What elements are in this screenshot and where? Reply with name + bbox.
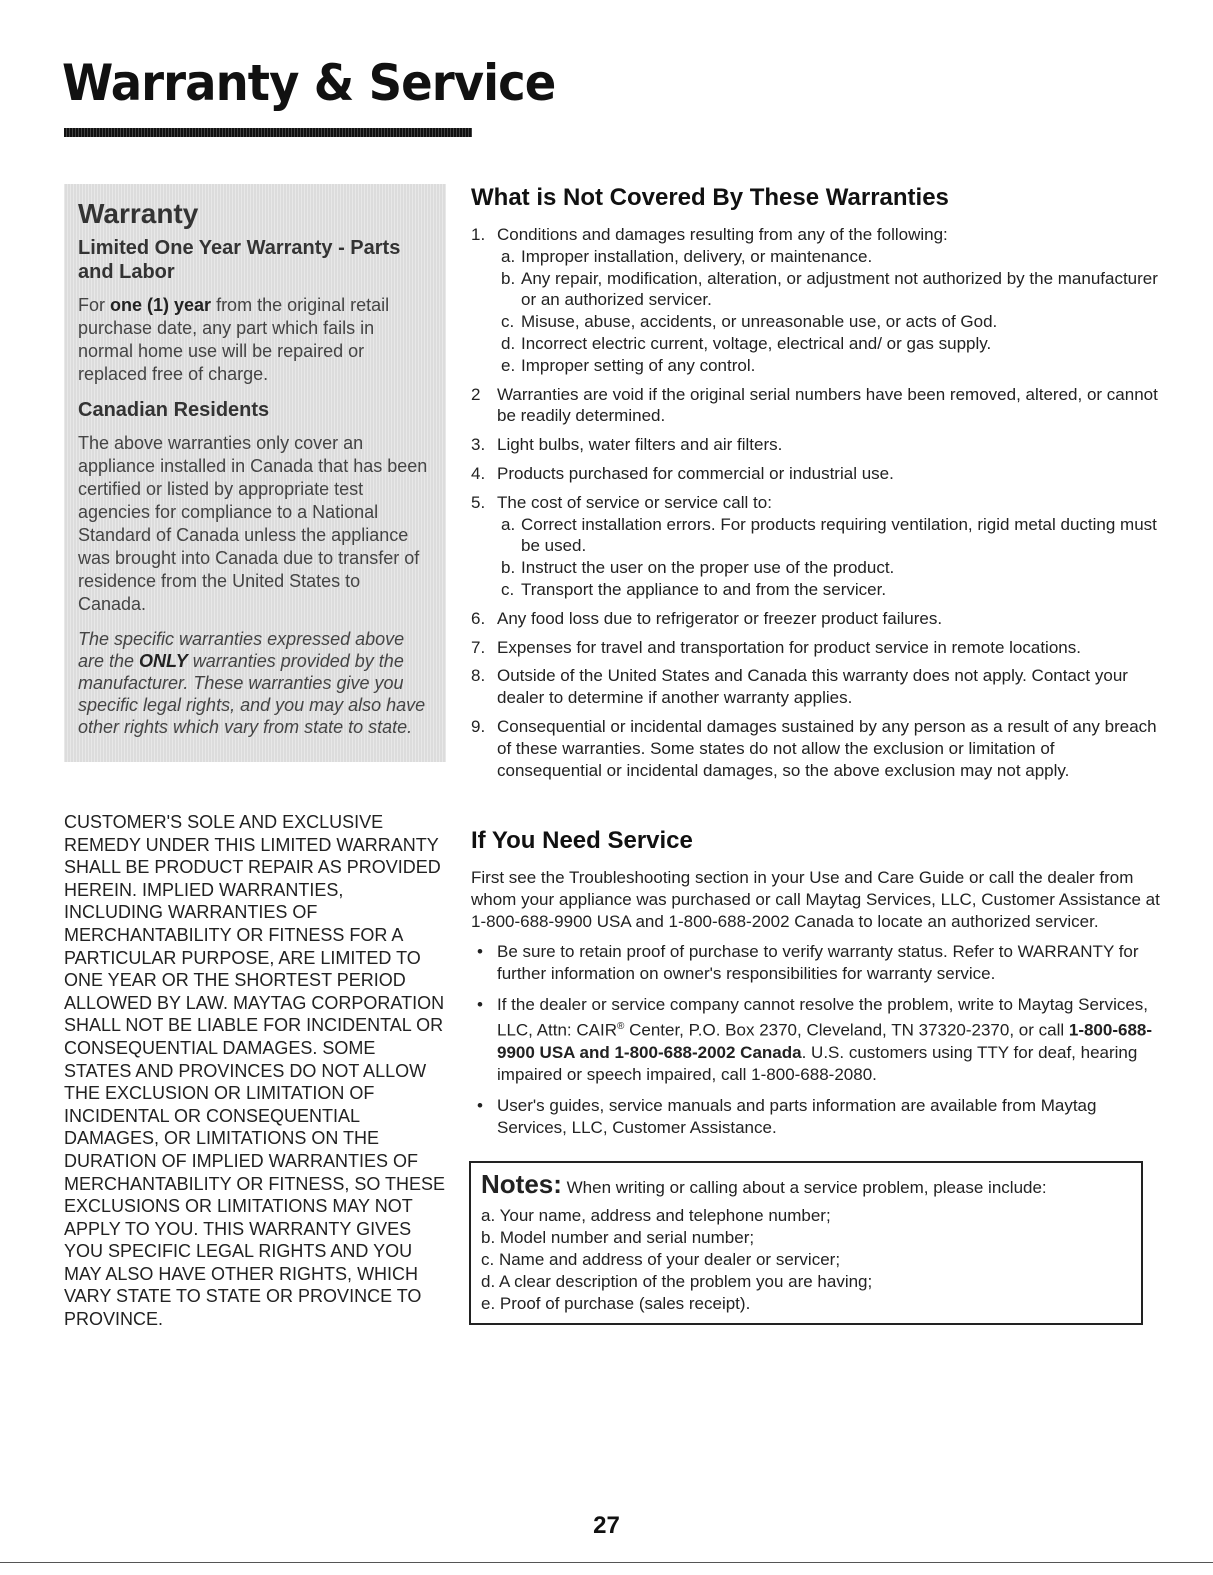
list-item: d. A clear description of the problem you are having; <box>481 1271 873 1291</box>
item-number: 4. <box>471 463 486 483</box>
page-number: 27 <box>593 1512 620 1539</box>
list-item <box>471 224 1161 377</box>
item-text: Consequential or incidental damages sustained by any person as a result of any breach of these warranties. Some states do not allow the exclusion or limitation of consequential or incidental damages, so the above exclusion may not apply. <box>497 716 1157 780</box>
sub-list <box>497 514 1161 601</box>
list-item <box>471 941 1161 985</box>
list-item: e. Proof of purchase (sales receipt). <box>481 1293 751 1313</box>
need-service-heading: If You Need Service <box>471 827 693 855</box>
page-title: Warranty & Service <box>62 54 556 112</box>
sub-list-item <box>497 557 1161 579</box>
service-list <box>471 941 1161 1139</box>
service-intro: First see the Troubleshooting section in your Use and Care Guide or call the dealer from whom your appliance was purchased or call Maytag Services, LLC, Customer Assistance at 1-800-688-9900 USA and 1-800-688-2002 Canada to locate an authorized servicer. <box>471 868 1160 932</box>
sub-list-item <box>497 246 1161 268</box>
sub-list-item <box>497 311 1161 333</box>
bottom-rule <box>0 1562 1213 1563</box>
item-number: 1. <box>471 225 486 244</box>
not-covered-heading: What is Not Covered By These Warranties <box>471 184 949 211</box>
sub-item-letter: a. <box>501 514 516 534</box>
sub-item-text: Improper installation, delivery, or maintenance. <box>521 246 873 266</box>
list-item: b. Model number and serial number; <box>481 1227 755 1247</box>
service-bullet-2-prefix: If the dealer or service company cannot resolve the problem, write to Maytag Services, LLC, Attn: CAIR <box>497 995 1149 1040</box>
list-item <box>471 637 1161 659</box>
list-item: a. Your name, address and telephone number; <box>481 1205 831 1225</box>
limited-text-prefix: For <box>78 295 111 315</box>
sub-item-letter: e. <box>501 355 516 375</box>
specific-prefix: The specific warranties expressed above are the <box>78 629 405 671</box>
item-text: Light bulbs, water filters and air filters. <box>497 435 783 455</box>
title-underline <box>64 128 472 137</box>
service-bullet-1: Be sure to retain proof of purchase to verify warranty status. Refer to WARRANTY for further information on owner's responsibilities for warranty service. <box>497 942 1139 984</box>
service-bullet-2-mid: Center, P.O. Box 2370, Cleveland, TN 37320-2370, or call <box>624 1020 1069 1040</box>
notes-label: Notes: <box>481 1168 562 1199</box>
item-text: Warranties are void if the original serial numbers have been removed, altered, or cannot be readily determined. <box>497 384 1158 426</box>
item-text: Conditions and damages resulting from any of the following: <box>497 225 948 244</box>
warranty-heading: Warranty <box>78 198 199 229</box>
item-text: Outside of the United States and Canada this warranty does not apply. Contact your dealer to determine if another warranty applies. <box>497 666 1128 708</box>
list-item <box>471 716 1161 781</box>
list-item <box>471 1095 1161 1139</box>
canadian-residents-text: The above warranties only cover an appliance installed in Canada that has been certified or listed by appropriate test agencies for compliance to a National Standard of Canada unless the appliance was brought into Canada due to transfer of residence from the United States to Canada. <box>78 433 428 614</box>
limited-warranty-text <box>78 294 432 386</box>
sub-item-letter: a. <box>501 246 516 266</box>
sub-list-item <box>497 268 1161 312</box>
sub-item-letter: c. <box>501 579 515 599</box>
sub-item-text: Improper setting of any control. <box>521 355 756 375</box>
right-column <box>471 184 1161 1325</box>
sub-item-text: Incorrect electric current, voltage, electrical and/ or gas supply. <box>521 333 992 353</box>
list-item <box>471 492 1161 601</box>
list-item <box>471 994 1161 1086</box>
service-phone-numbers: 1-800-688-9900 USA and 1-800-688-2002 Canada <box>497 1020 1153 1062</box>
sub-list-item <box>497 333 1161 355</box>
warranty-box <box>64 184 446 762</box>
sub-list <box>497 246 1161 377</box>
sub-item-text: Transport the appliance to and from the servicer. <box>521 579 887 599</box>
list-item <box>471 608 1161 630</box>
notes-box <box>469 1161 1143 1325</box>
bullet: • <box>477 1095 483 1115</box>
sub-item-text: Instruct the user on the proper use of the product. <box>521 558 895 578</box>
bullet: • <box>477 995 483 1015</box>
customer-remedy-text: CUSTOMER'S SOLE AND EXCLUSIVE REMEDY UNDER THIS LIMITED WARRANTY SHALL BE PRODUCT REPAIR AS PROVIDED HEREIN. IMPLIED WARRANTIES, INCLUDING WARRANTIES OF MERCHANTABILITY OR FITNESS FOR A PARTICULAR PURPOSE, ARE LIMITED TO ONE YEAR OR THE SHORTEST PERIOD ALLOWED BY LAW. MAYTAG CORPORATION SHALL NOT BE LIABLE FOR INCIDENTAL OR CONSEQUENTIAL DAMAGES. SOME STATES AND PROVINCES DO NOT ALLOW THE EXCLUSION OR LIMITATION OF INCIDENTAL OR CONSEQUENTIAL DAMAGES, OR LIMITATIONS ON THE DURATION OF IMPLIED WARRANTIES OF MERCHANTABILITY OR FITNESS, SO THESE EXCLUSIONS OR LIMITATIONS MAY NOT APPLY TO YOU. THIS WARRANTY GIVES YOU SPECIFIC LEGAL RIGHTS AND YOU MAY ALSO HAVE OTHER RIGHTS, WHICH VARY STATE TO STATE OR PROVINCE TO PROVINCE. <box>64 812 446 1330</box>
list-item: c. Name and address of your dealer or servicer; <box>481 1249 841 1269</box>
item-number: 7. <box>471 637 486 657</box>
bullet: • <box>477 942 483 962</box>
item-number: 2 <box>471 384 481 404</box>
list-item <box>471 434 1161 456</box>
list-item <box>471 384 1161 428</box>
specific-bold: ONLY <box>139 651 188 671</box>
item-number: 8. <box>471 666 486 686</box>
sub-item-text: Any repair, modification, alteration, or adjustment not authorized by the manufacturer or an authorized servicer. <box>521 268 1158 310</box>
sub-item-text: Correct installation errors. For products requiring ventilation, rigid metal ducting must be used. <box>521 514 1157 556</box>
item-text: The cost of service or service call to: <box>497 492 772 512</box>
notes-header <box>481 1168 1127 1199</box>
item-number: 3. <box>471 435 486 455</box>
sub-item-letter: c. <box>501 312 515 332</box>
item-text: Products purchased for commercial or industrial use. <box>497 463 894 483</box>
item-number: 9. <box>471 716 486 736</box>
item-number: 5. <box>471 492 486 512</box>
notes-list <box>481 1205 1127 1315</box>
item-text: Expenses for travel and transportation for product service in remote locations. <box>497 637 1081 657</box>
specific-warranties-text <box>78 628 432 738</box>
canadian-residents-heading: Canadian Residents <box>78 399 270 421</box>
sub-item-letter: b. <box>501 268 516 288</box>
list-item <box>471 463 1161 485</box>
sub-list-item <box>497 514 1161 558</box>
sub-item-letter: b. <box>501 558 516 578</box>
sub-item-letter: d. <box>501 333 516 353</box>
not-covered-list <box>471 224 1161 781</box>
specific-suffix: warranties provided by the manufacturer. These warranties give you specific legal rights, and you may also have other rights which vary from state to state. <box>78 651 426 737</box>
limited-warranty-heading: Limited One Year Warranty - Parts and Labor <box>78 237 401 283</box>
item-number: 6. <box>471 608 486 628</box>
limited-text-bold: one (1) year <box>110 295 212 315</box>
service-bullet-2-suffix: . U.S. customers using TTY for deaf, hearing impaired or speech impaired, call 1-800-688-2080. <box>497 1042 1138 1084</box>
limited-text-suffix: from the original retail purchase date, any part which fails in normal home use will be repaired or replaced free of charge. <box>78 295 390 384</box>
registered-mark: ® <box>617 1021 625 1033</box>
sub-list-item <box>497 579 1161 601</box>
item-text: Any food loss due to refrigerator or freezer product failures. <box>497 608 943 628</box>
sub-item-text: Misuse, abuse, accidents, or unreasonable use, or acts of God. <box>521 312 998 332</box>
notes-intro: When writing or calling about a service problem, please include: <box>561 1177 1047 1197</box>
service-bullet-3: User's guides, service manuals and parts information are available from Maytag Services, LLC, Customer Assistance. <box>497 1095 1097 1137</box>
sub-list-item <box>497 355 1161 377</box>
list-item <box>471 665 1161 709</box>
